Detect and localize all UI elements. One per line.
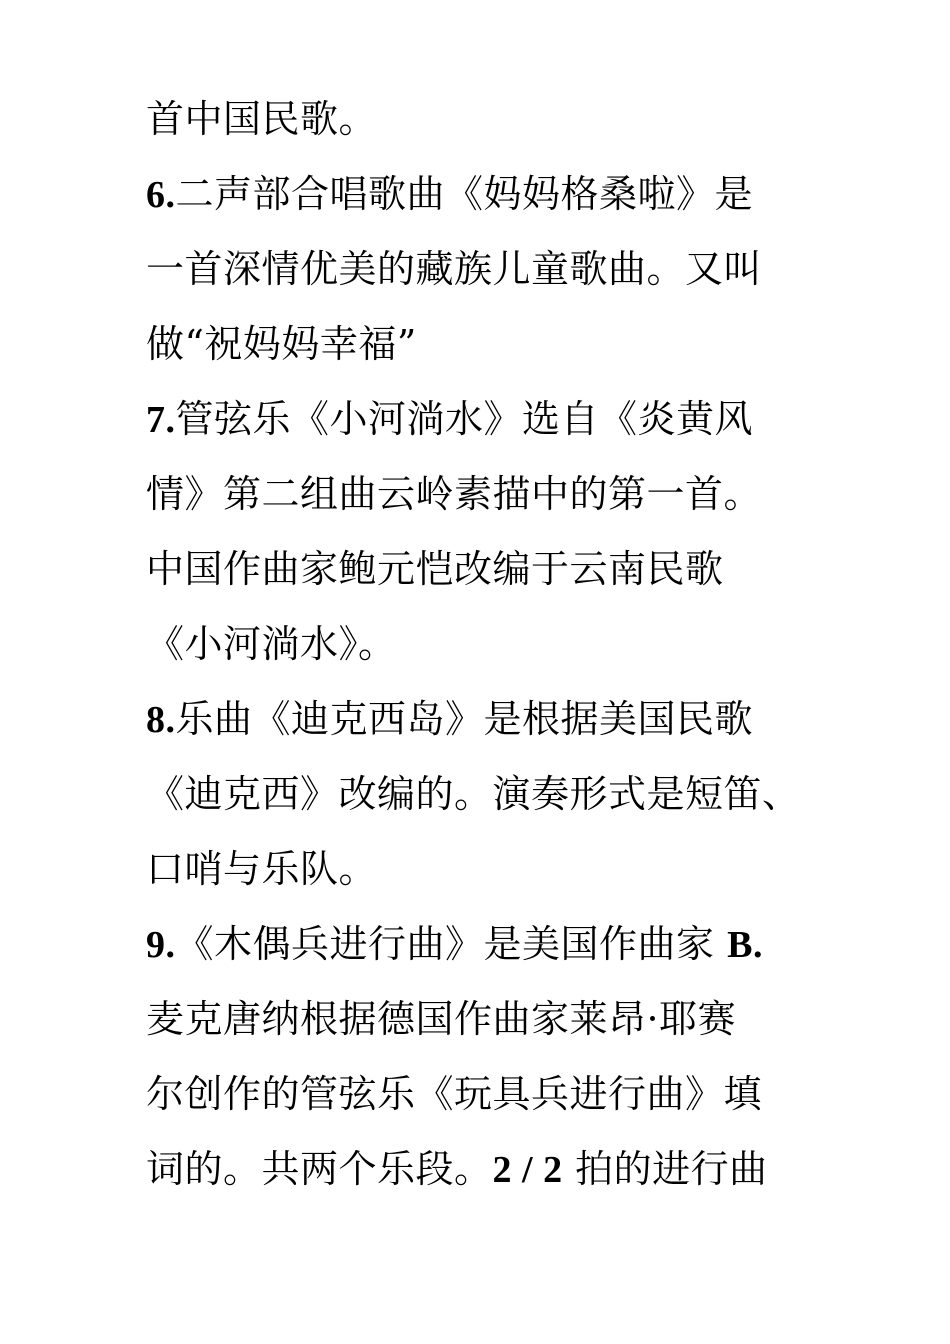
line-text: 词的。共两个乐段。 <box>146 1147 493 1191</box>
composer-initial: B. <box>727 924 763 966</box>
text-line <box>146 82 816 157</box>
line-text: 做“祝妈妈幸福” <box>146 322 417 366</box>
text-line <box>146 532 816 607</box>
item-number: 7. <box>146 399 176 441</box>
line-text: 乐曲《迪克西岛》是根据美国民歌 <box>175 697 754 741</box>
item-7-line <box>146 382 816 457</box>
item-number: 6. <box>146 174 176 216</box>
text-line <box>146 757 816 832</box>
text-line <box>146 607 816 682</box>
line-text: 情》第二组曲云岭素描中的第一首。 <box>146 472 763 516</box>
item-number: 9. <box>146 924 176 966</box>
item-9-line <box>146 907 816 982</box>
text-line <box>146 457 816 532</box>
item-number: 8. <box>146 699 176 741</box>
item-8-line <box>146 682 816 757</box>
text-line <box>146 1057 816 1132</box>
line-text: 二声部合唱歌曲《妈妈格桑啦》是 <box>175 172 754 216</box>
line-text: 麦克唐纳根据德国作曲家莱昂·耶赛 <box>146 997 737 1041</box>
text-line <box>146 832 816 907</box>
line-text: 口哨与乐队。 <box>146 847 378 891</box>
text-line <box>146 307 816 382</box>
item-6-line <box>146 157 816 232</box>
line-text: 尔创作的管弦乐《玩具兵进行曲》填 <box>146 1072 763 1116</box>
line-text: 首中国民歌。 <box>146 97 378 141</box>
text-line <box>146 232 816 307</box>
line-text: 管弦乐《小河淌水》选自《炎黄风 <box>175 397 754 441</box>
time-signature: 2 / 2 <box>492 1149 563 1191</box>
line-text-end: 拍的进行曲 <box>575 1147 768 1191</box>
text-line <box>146 982 816 1057</box>
line-text: 《木偶兵进行曲》是美国作曲家 <box>175 922 715 966</box>
line-text: 《小河淌水》。 <box>146 622 397 666</box>
text-line <box>146 1132 816 1207</box>
document-body <box>146 82 816 1207</box>
line-text: 一首深情优美的藏族儿童歌曲。又叫 <box>146 247 763 291</box>
line-text: 《迪克西》改编的。演奏形式是短笛、 <box>146 772 801 816</box>
line-text: 中国作曲家鲍元恺改编于云南民歌 <box>146 547 724 591</box>
